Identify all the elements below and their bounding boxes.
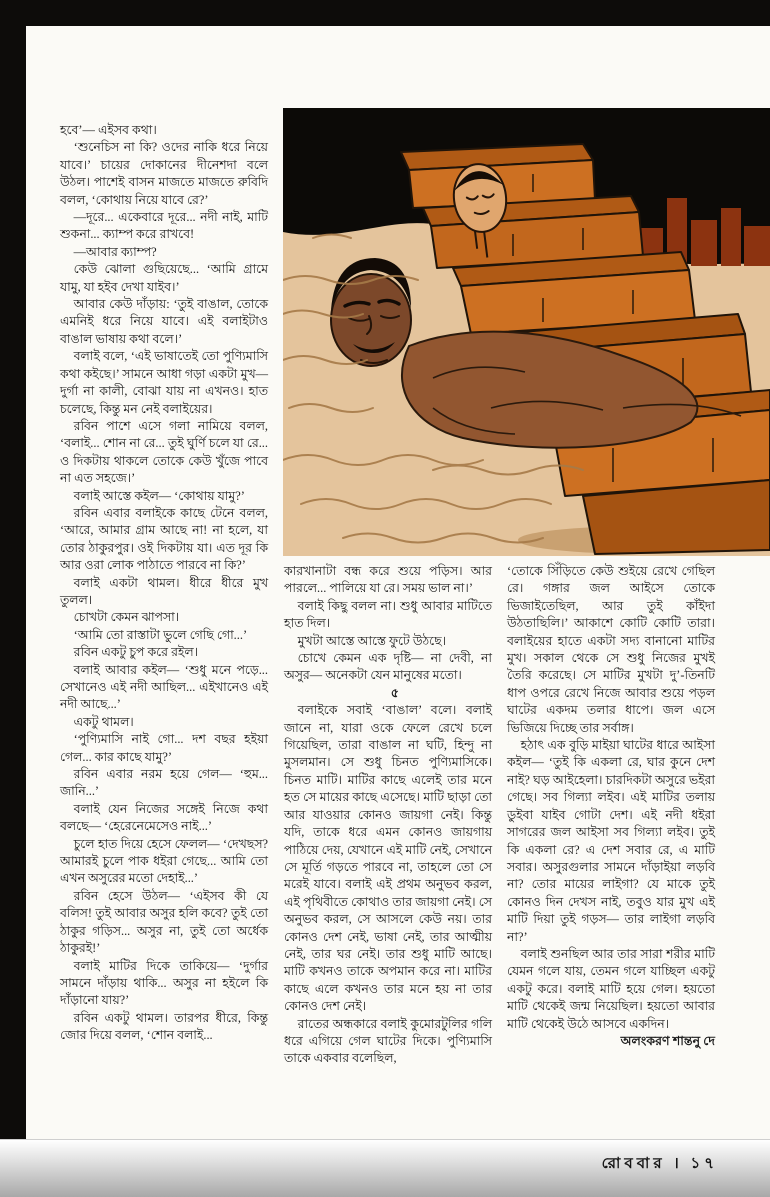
paragraph: বলাই একটা থামল। ধীরে ধীরে মুখ তুলল। bbox=[60, 575, 268, 607]
paragraph: বলাই শুনছিল আর তার সারা শরীর মাটি যেমন গলে যায়, তেমন গলে যাচ্ছিল একটু একটু করে। বলাই মাটি হয়ে গেল। হয়তো মাটি থেকেই জন্ম নিয়েছিল। হয়তো আবার মাটি থেকেই উঠে আসবে একদিন। bbox=[507, 946, 715, 1031]
paragraph: রবিন হেসে উঠল— ‘এইসব কী যে বলিস! তুই আবার অসুর হলি কবে? তুই তো ঠাকুর গড়িস... অসুর না, তুই তো অর্ধেক ঠাকুরই!’ bbox=[60, 888, 268, 956]
paragraph: কারখানাটা বন্ধ করে শুয়ে পড়িস। আর পারলে... পালিয়ে যা রে। সময় ভাল না।’ bbox=[284, 564, 492, 596]
paragraph: ‘আমি তো রাস্তাটা ভুলে গেছি গো...’ bbox=[73, 627, 248, 642]
paragraph: রবিন একটু চুপ করে রইল। bbox=[73, 645, 198, 660]
paragraph: রবিন এবার বলাইকে কাছে টেনে বলল, ‘আরে, আমার গ্রাম আছে না! না হলে, যা তোর ঠাকুরপুর। ওই দিকটায় যা। এত দূর কি আর ওরা লোক পাঠাতে পারবে না কি?’ bbox=[60, 505, 268, 573]
paragraph: রবিন পাশে এসে গলা নামিয়ে বলল, ‘বলাই... শোন না রে... তুই ঘুর্ণি চলে যা রে... ও দিকটায় থাকলে তোকে কেউ খুঁজে পাবে না এত সহজে।’ bbox=[60, 418, 268, 486]
paragraph: ‘শুনেচিস না কি? ওদের নাকি ধরে নিয়ে যাবে।’ চায়ের দোকানের দীনেশদা বলে উঠল। পাশেই বাসন মাজতে মাজতে রুবিদি বলল, ‘কোথায় নিয়ে যাবে রে?’ bbox=[60, 140, 268, 207]
text-column-3 bbox=[507, 563, 715, 1117]
paragraph: কেউ ঝোলা গুছিয়েছে... ‘আমি গ্রামে যামু, যা হইব দেখা যাইব।’ bbox=[60, 262, 268, 294]
paragraph: রবিন একটু থামল। তারপর ধীরে, কিন্তু জোর দিয়ে বলল, ‘শোন বলাই... bbox=[60, 1010, 268, 1043]
paragraph: বলাই মাটির দিকে তাকিয়ে— ‘দুর্গার সামনে দাঁড়ায় থাকি... অসুর না হইলে কি দাঁড়ানো যায়?’ bbox=[60, 958, 268, 1008]
paragraph: ‘তোকে সিঁড়িতে কেউ শুইয়ে রেখে গেছিল রে। গঙ্গার জল আইসে তোকে ভিজাইতেছিল, আর তুই কাঁইদা উঠতাছিলি।’ আকাশে কোটি কোটি তারা। বলাইয়ের হাতে একটা সদ্য বানানো মাটির মুখ। সকাল থেকে সে শুধু নিজের মুখই তৈরি করেছে। সে মাটির মুখটা দু’-তিনটি ধাপ ওপরে রেখে নিজে আবার শুয়ে পড়ল ঘাটের একদম তলার ধাপে। জল এসে ভিজিয়ে দিচ্ছে তার সর্বাঙ্গ। bbox=[507, 564, 715, 735]
paragraph: বলাই কিছু বলল না। শুধু আবার মাটিতে হাত দিল। bbox=[284, 598, 492, 631]
paragraph: বলাই বলে, ‘এই ভাষাতেই তো পুণ্যিমাসি কথা কইছে।’ সামনে আধা গড়া একটা মুখ— দুর্গা না কালী, বোঝা যায় না এখনও। হাত চলেছে, কিন্তু মন নেই বলাইয়ের। bbox=[60, 349, 268, 416]
paragraph: —দূরে... একেবারে দূরে... নদী নাই, মাটি শুকনা... ক্যাম্প করে রাখবে! bbox=[60, 210, 268, 242]
paragraph: চোখটা কেমন ঝাপসা। bbox=[73, 610, 180, 625]
paragraph: বলাইকে সবাই ‘বাঙাল’ বলে। বলাই জানে না, যারা ওকে ফেলে রেখে চলে গিয়েছিল, তারা বাঙাল না ঘটি, হিন্দু না মুসলমান। সে শুধু চিনত পুণ্যিমাসিকে। চিনত মাটি। মাটির কাছে এলেই তার মনে হত সে মায়ের কাছে এসেছে। মাটি ছাড়া তো আর যাওয়ার কোনও জায়গা নেই। কিন্তু যদি, তাকে ধরে এমন কোনও জায়গায় পাঠিয়ে দেয়, যেখানে এই মাটি নেই, সেখানে সে মূর্তি গড়তে পারবে না, তাহলে তো সে মরেই যাবে। বলাই এই প্রথম অনুভব করল, এই পৃথিবীতে কোথাও তার জায়গা নেই। সে অনুভব করল, সে আসলে কেউ নয়। তার কোনও দেশ নেই, ভাষা নেই, তার আত্মীয় নেই, তার ঘর নেই। তার শুধু মাটি আছে। মাটি কখনও তাকে অপমান করে না। মাটির কাছে এলে কখনও তার মনে হয় না তার কোনও দেশ নেই। bbox=[284, 703, 492, 1014]
paragraph: —আবার ক্যাম্প? bbox=[73, 244, 157, 259]
paragraph: ‘পুণ্যিমাসি নাই গো... দশ বছর হইয়া গেল... কার কাছে যামু?’ bbox=[60, 732, 268, 764]
paragraph: চোখে কেমন এক দৃষ্টি— না দেবী, না অসুর— অনেকটা যেন মানুষের মতো। bbox=[284, 651, 492, 683]
section-number: ৫ bbox=[390, 685, 399, 700]
paragraph: বলাই যেন নিজের সঙ্গেই নিজে কথা বলছে— ‘হেরেনেমেসেও নাই...’ bbox=[60, 801, 268, 834]
paragraph: হঠাৎ এক বুড়ি মাইয়া ঘাটের ধারে আইসা কইল— ‘তুই কি একলা রে, ঘার কুনে দেশ নাই? ঘড় আইহেলা। চারদিকটা অসুরে ভইরা গেছে। সব গিল্যা লইব। এই মাটির তলায় ডুইবা যাইব গোটা দেশ। এই নদী ধইরা সাগরের জল আইসা সব গিল্যা লইব। তুই কি একলা রে? এ দেশ সবার রে, এ মাটি সবার। অসুরগুলার সামনে দাঁড়াইয়া লড়বি না? তোর মায়ের লাইগা? যে মাকে তুই কোনও দিন দেখস নাই, তবুও যার মুখ এই মাটি দিয়া তুই গড়স— তার লাইগা লড়বি না?’ bbox=[507, 738, 715, 944]
left-border bbox=[0, 0, 26, 1140]
paragraph: চুলে হাত দিয়ে হেসে ফেলল— ‘দেখছস? আমারই চুলে পাক ধইরা গেছে... আমি তো এখন অসুরের মতো দেহাই...’ bbox=[60, 836, 268, 886]
paragraph: বলাই আস্তে কইল— ‘কোথায় যামু?’ bbox=[73, 488, 245, 503]
paragraph: রাতের অন্ধকারে বলাই কুমোরটুলির গলি ধরে এগিয়ে গেল ঘাটের দিকে। পুণ্যিমাসি তাকে একবার বলেছিল, bbox=[284, 1016, 492, 1066]
illustration-credit: অলংকরণ শান্তনু দে bbox=[620, 1033, 715, 1048]
paragraph: বলাই আবার কইল— ‘শুধু মনে পড়ে... সেখানেও এই নদী আছিল... এইখানেও এই নদী আছে...’ bbox=[60, 662, 268, 712]
footer-band bbox=[0, 1139, 770, 1197]
paragraph: একটু থামল। bbox=[73, 714, 134, 729]
ghat-illustration bbox=[283, 108, 770, 556]
page-footer: রোববার । ১৭ bbox=[601, 1156, 718, 1172]
top-border bbox=[0, 0, 770, 26]
paragraph: আবার কেউ দাঁড়ায়: ‘তুই বাঙাল, তোকে এমনিই ধরে নিয়ে যাবে। এই বলাইটাও বাঙাল ভাষায় কথা বলে।’ bbox=[60, 297, 268, 346]
text-column-1 bbox=[60, 122, 268, 1117]
paragraph: হবে’— এইসব কথা। bbox=[60, 123, 157, 137]
paragraph: রবিন এবার নরম হয়ে গেল— ‘হুম... জানি...’ bbox=[60, 767, 268, 799]
ghat-illustration-svg bbox=[283, 108, 770, 556]
paragraph: মুখটা আস্তে আস্তে ফুটে উঠছে। bbox=[297, 633, 447, 648]
text-column-2 bbox=[284, 563, 492, 1117]
